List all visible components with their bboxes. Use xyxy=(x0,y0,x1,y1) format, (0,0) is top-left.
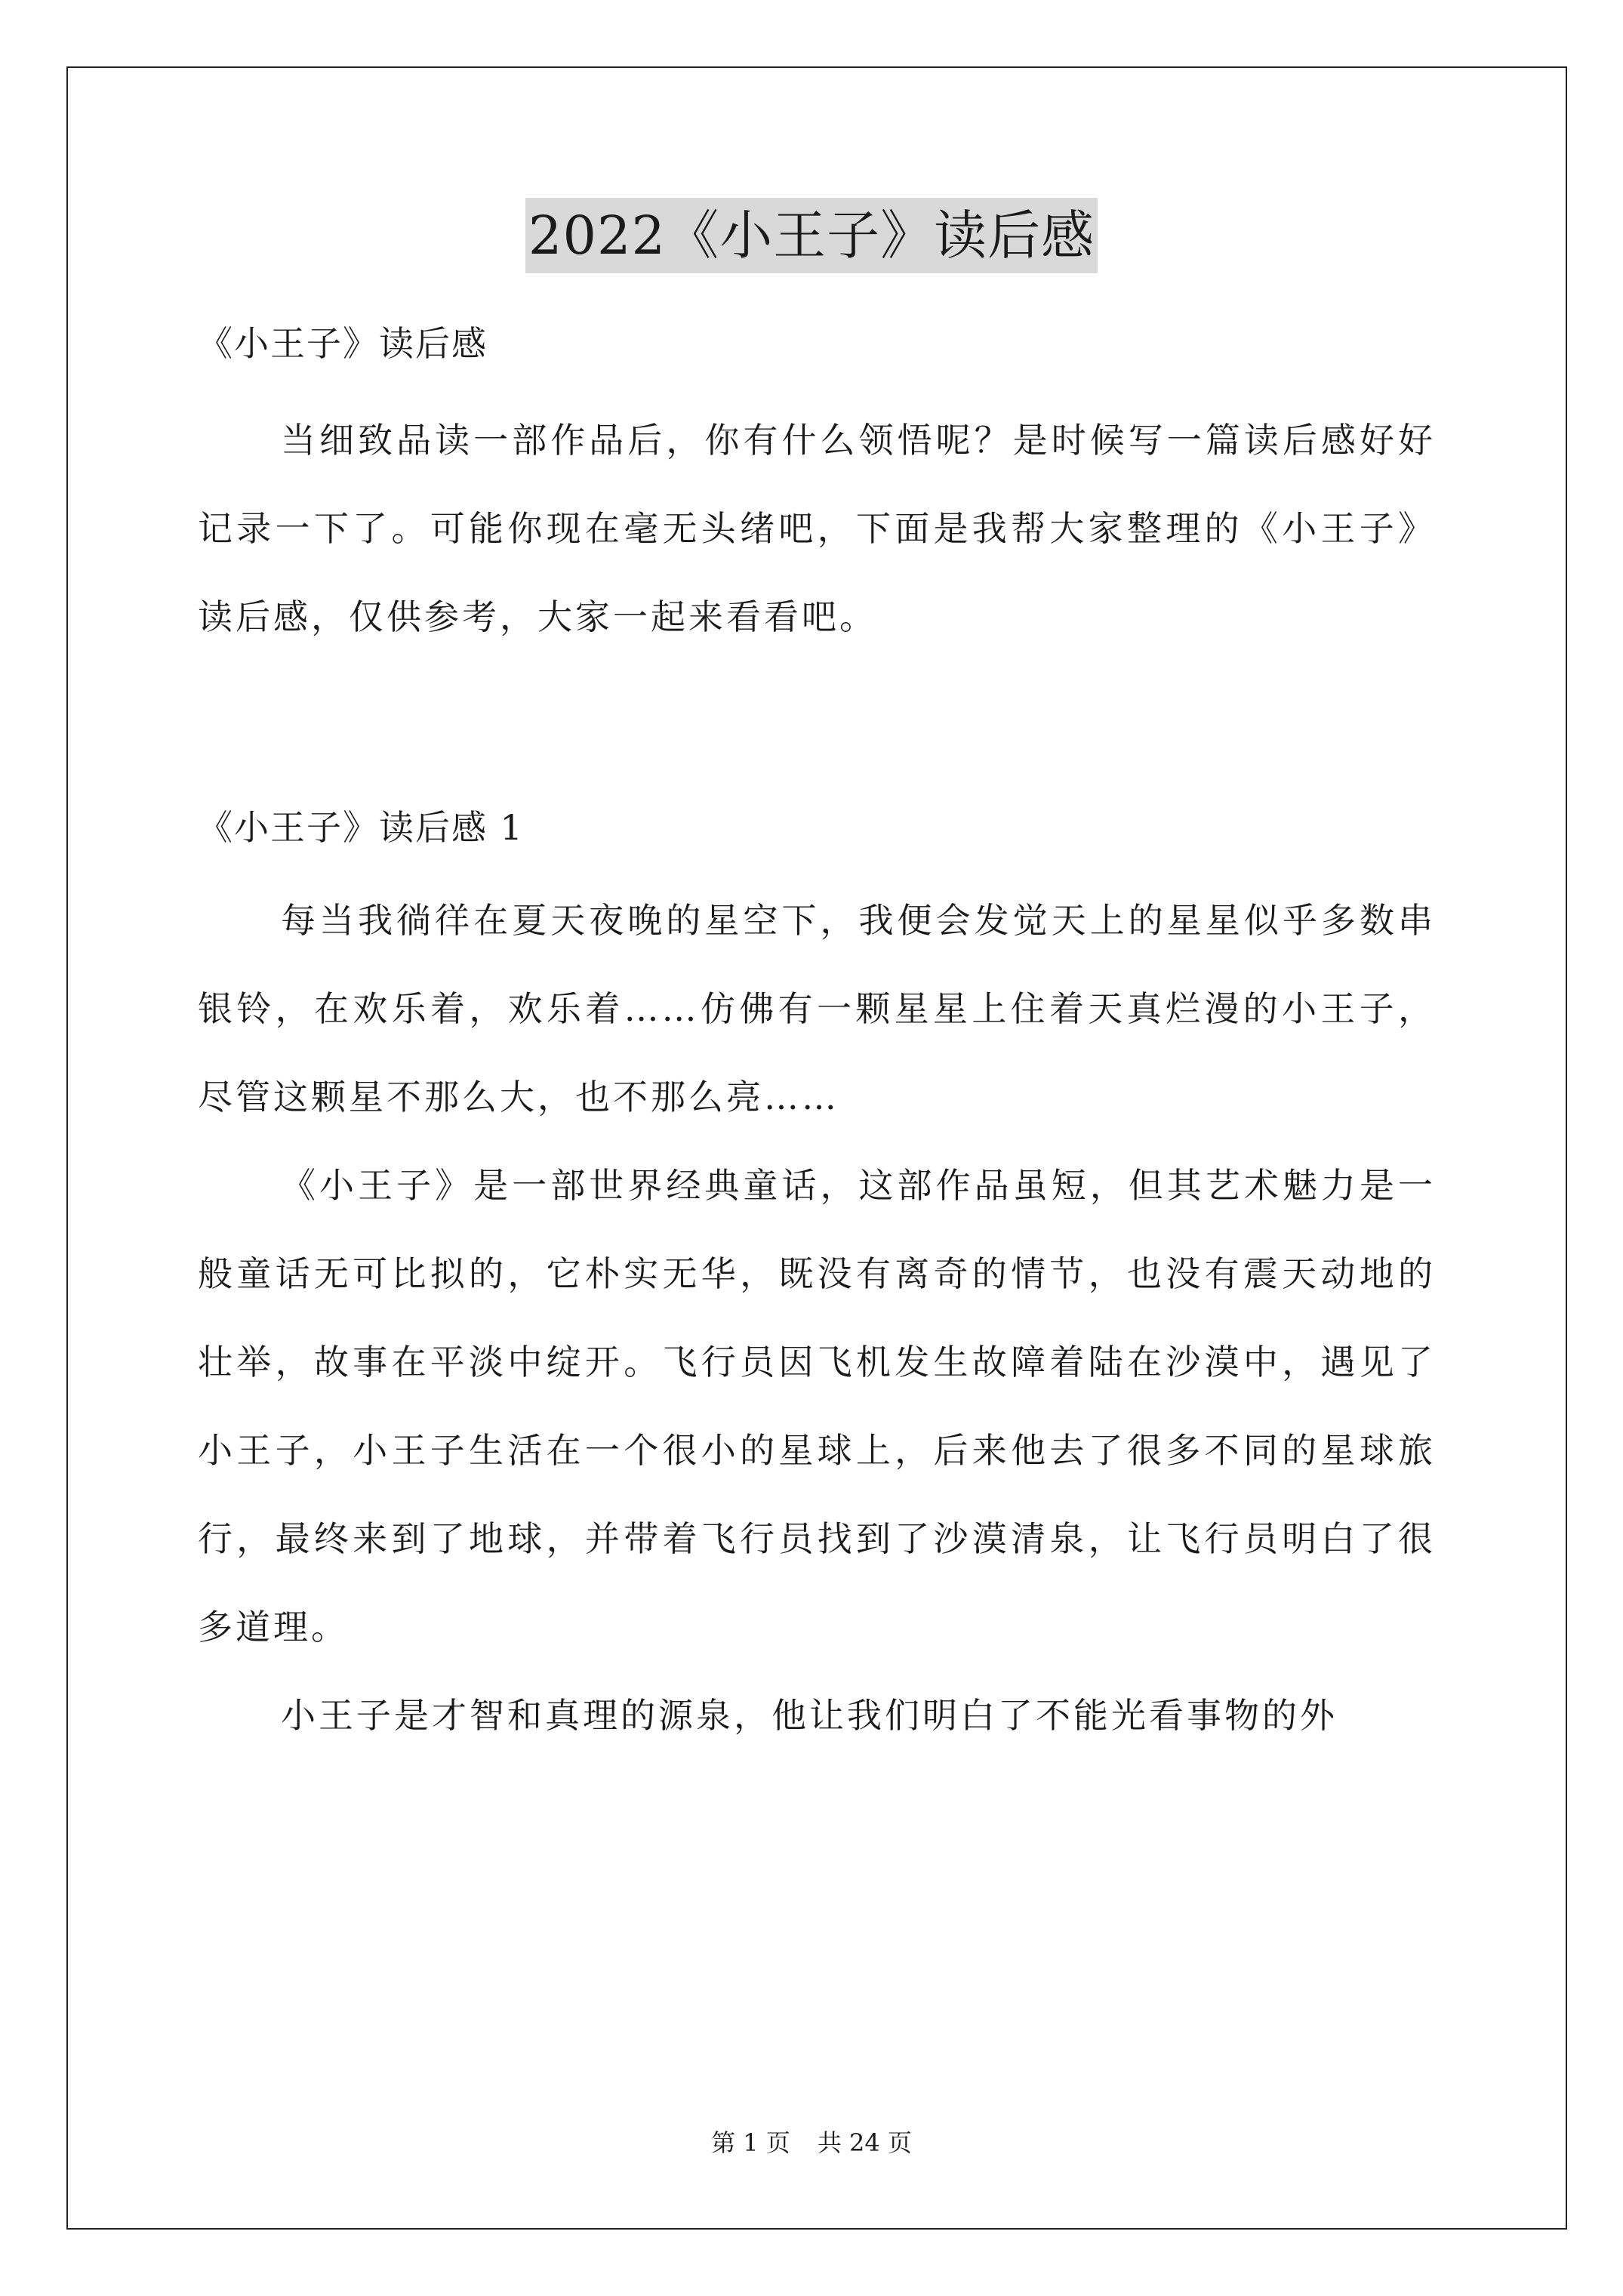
document-body xyxy=(198,306,1436,1760)
intro-heading: 《小王子》读后感 xyxy=(198,323,488,364)
page-total: 共 24 页 xyxy=(817,2128,912,2157)
section-heading: 《小王子》读后感 1 xyxy=(198,807,524,848)
page-footer xyxy=(0,2128,1623,2158)
intro-paragraph: 当细致品读一部作品后，你有什么领悟呢？是时候写一篇读后感好好记录一下了。可能你现在毫无头绪吧，下面是我帮大家整理的《小王子》读后感，仅供参考，大家一起来看看吧。 xyxy=(198,420,1436,637)
body-paragraph-3: 小王子是才智和真理的源泉，他让我们明白了不能光看事物的外 xyxy=(281,1695,1338,1736)
title-wrap xyxy=(0,198,1623,273)
document-title: 2022《小王子》读后感 xyxy=(525,198,1098,273)
body-paragraph-1: 每当我徜徉在夏天夜晚的星空下，我便会发觉天上的星星似乎多数串银铃，在欢乐着，欢乐着……仿佛有一颗星星上住着天真烂漫的小王子，尽管这颗星不那么大，也不那么亮…… xyxy=(198,900,1436,1117)
body-paragraph-2: 《小王子》是一部世界经典童话，这部作品虽短，但其艺术魅力是一般童话无可比拟的，它朴实无华，既没有离奇的情节，也没有震天动地的壮举，故事在平淡中绽开。飞行员因飞机发生故障着陆在沙漠中，遇见了小王子，小王子生活在一个很小的星球上，后来他去了很多不同的星球旅行，最终来到了地球，并带着飞行员找到了沙漠清泉，让飞行员明白了很多道理。 xyxy=(198,1165,1436,1647)
page-number: 第 1 页 xyxy=(711,2128,790,2157)
